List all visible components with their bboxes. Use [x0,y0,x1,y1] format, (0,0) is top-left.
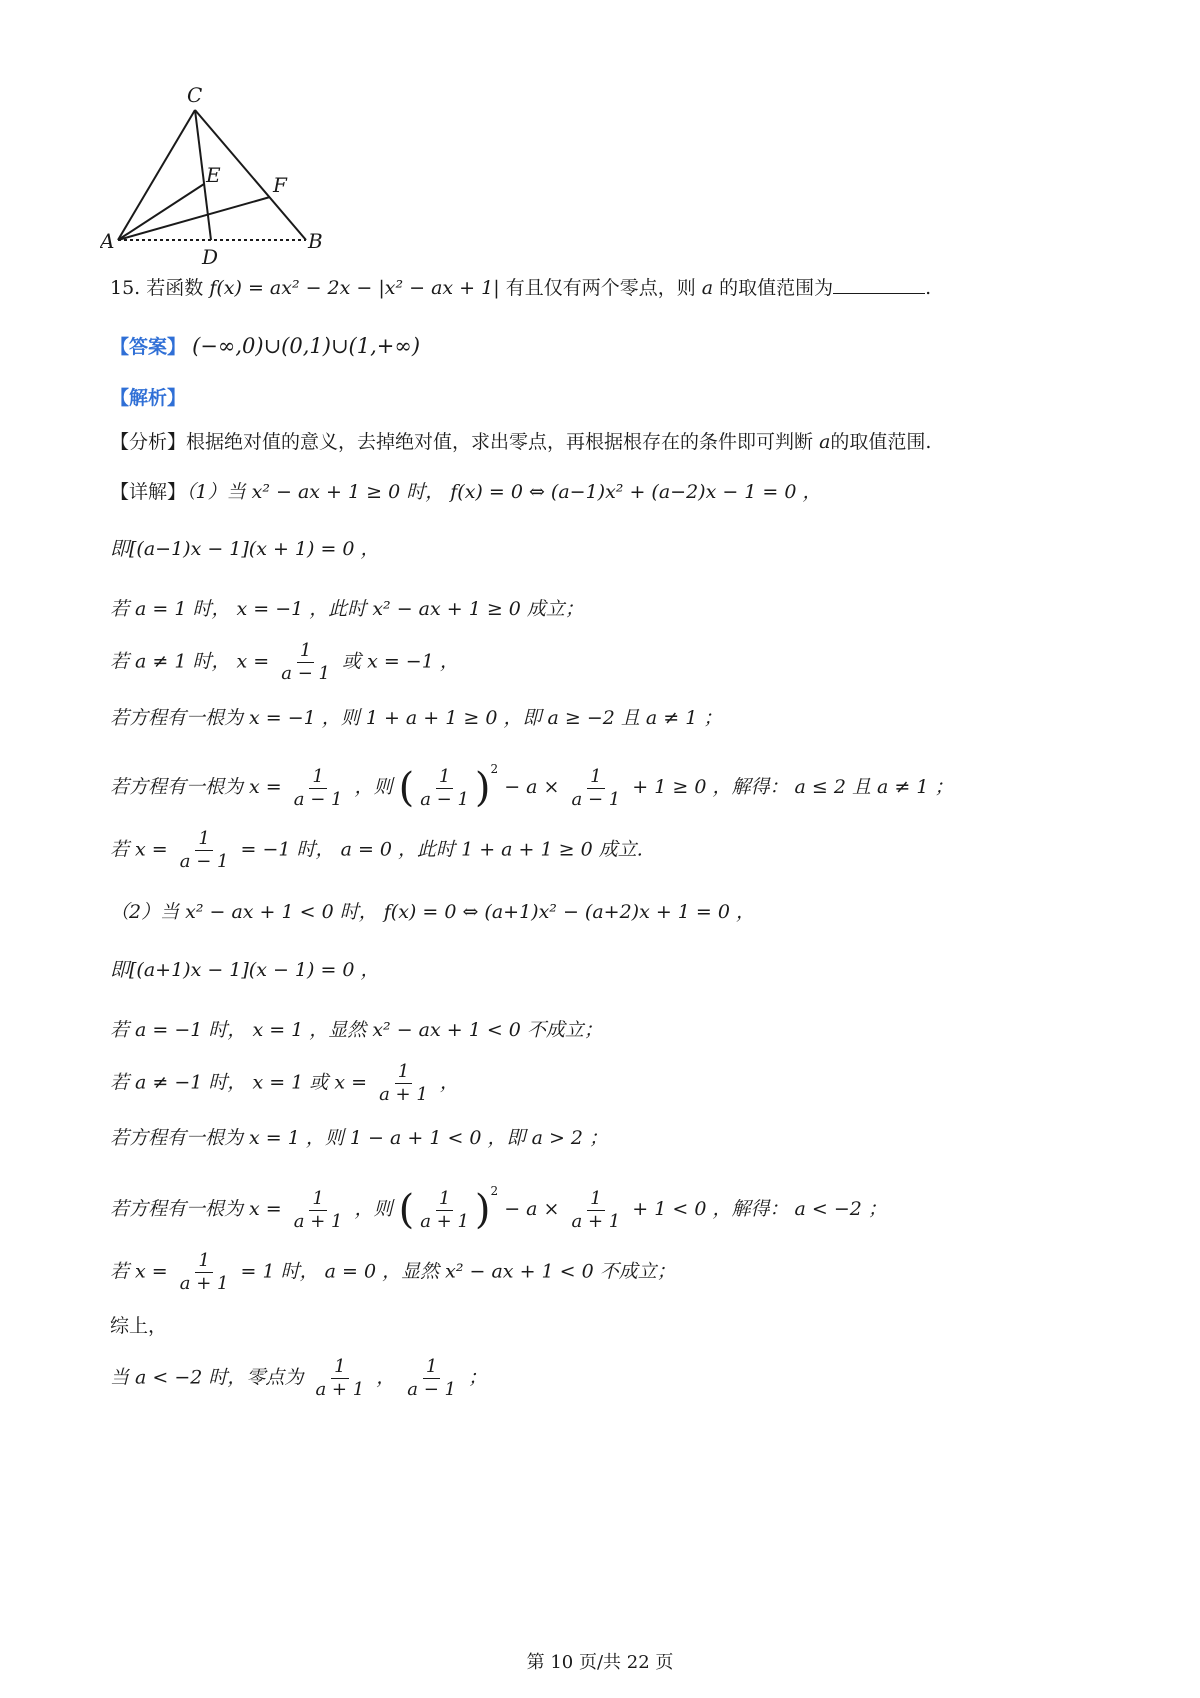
right-paren: ) [474,765,491,811]
fraction: $\frac{1}{a - 1}$ [281,640,330,684]
left-paren: ( [398,765,415,811]
detail-l3: 若 a = 1 时， x = −1 ，此时 x² − ax + 1 ≥ 0 成立； [110,598,584,620]
detail-l14a: 若 x = [110,1260,168,1283]
detail-l16a: 当 a < −2 时，零点为 [110,1366,304,1389]
detail-l11b: ， [439,1071,459,1094]
detail-l10: 若 a = −1 时， x = 1 ，显然 x² − ax + 1 < 0 不成立； [110,1019,603,1041]
left-paren: ( [398,1187,415,1233]
analysis-tag: 【解析】 [110,387,187,409]
label-b: B [308,229,323,253]
label-a: A [100,229,115,253]
detail-line-4 [110,640,459,685]
detail-line-16 [110,1356,487,1401]
fraction: $\frac{1}{a - 1}$ [293,765,343,810]
detail-l2: 即[(a−1)x − 1](x + 1) = 0 ， [110,538,380,560]
detail-l6b: ，则 [354,776,393,798]
fenxi-line [110,428,931,456]
detail-line-1 [110,478,822,506]
detail-line-11 [110,1061,459,1106]
segment-ae [118,184,204,240]
problem-text-after: 有且仅有两个零点，则 [505,277,696,299]
fenxi-text: 根据绝对值的意义，去掉绝对值，求出零点，再根据根存在的条件即可判断 [186,431,814,453]
problem-text-before: 若函数 [146,277,204,299]
answer-tag: 【答案】 [110,336,187,358]
fenxi-tag: 【分析】 [110,431,187,453]
detail-l4b: 或 x = −1 ， [342,650,459,673]
detail-l9: 即[(a+1)x − 1](x − 1) = 0 ， [110,959,380,981]
label-c: C [187,83,203,107]
detail-l6c: − a × [504,776,560,798]
fraction: $\frac{1}{a + 1}$ [379,1061,428,1105]
detail-line-6 [110,755,953,811]
analysis-line [110,384,186,412]
fraction: $\frac{1}{a - 1}$ [179,828,229,872]
fraction: $\frac{1}{a - 1}$ [420,765,469,810]
detail-l14b: = 1 时， a = 0 ，显然 x² − ax + 1 < 0 不成立； [240,1260,676,1283]
fraction: $\frac{1}{a + 1}$ [293,1187,343,1232]
detail-l13d: + 1 < 0 ，解得： a < −2 ； [632,1198,887,1220]
detail-l15: 综上， [110,1315,168,1337]
fenxi-end: 的取值范围. [830,431,932,453]
label-d: D [202,245,219,269]
problem-text-end: 的取值范围为 [719,277,834,299]
detail-tag: 【详解】 [110,481,187,503]
page-footer: 第 10 页/共 22 页 [526,1652,674,1673]
detail-line-8 [110,898,755,926]
detail-line-12 [110,1124,608,1152]
detail-l4a: 若 a ≠ 1 时， x = [110,650,270,673]
detail-l16b: ， [376,1366,396,1389]
detail-l13a: 若方程有一根为 x = [110,1198,282,1220]
detail-line-2 [110,535,380,563]
fraction: $\frac{1}{a - 1}$ [407,1356,457,1400]
detail-line-15 [110,1312,167,1340]
answer-blank [833,275,925,294]
fraction: $\frac{1}{a - 1}$ [571,765,621,810]
fraction: $\frac{1}{a + 1}$ [315,1356,365,1400]
detail-line-3 [110,595,584,623]
problem-period: . [925,277,932,299]
detail-line-9 [110,956,380,984]
detail-l11a: 若 a ≠ −1 时， x = 1 或 x = [110,1071,368,1094]
problem-number: 15. [110,277,141,299]
fraction: $\frac{1}{a + 1}$ [179,1250,229,1294]
triangle-figure [100,82,360,282]
detail-l1: （1）当 x² − ax + 1 ≥ 0 时， f(x) = 0 ⇔ (a−1)x² + (a−2)x − 1 = 0 ， [186,481,822,503]
problem-var-a: a [701,277,714,299]
detail-l8: （2）当 x² − ax + 1 < 0 时， f(x) = 0 ⇔ (a+1)x² − (a+2)x + 1 = 0 ， [110,901,755,923]
detail-line-5 [110,704,722,732]
superscript: 2 [490,1184,499,1198]
problem-line [110,274,931,302]
detail-l5: 若方程有一根为 x = −1 ，则 1 + a + 1 ≥ 0 ，即 a ≥ −2 且 a ≠ 1 ； [110,707,723,729]
detail-l13b: ，则 [354,1198,393,1220]
detail-line-7 [110,828,643,873]
detail-line-13 [110,1177,887,1233]
label-e: E [206,163,221,187]
right-paren: ) [474,1187,491,1233]
detail-l12: 若方程有一根为 x = 1 ，则 1 − a + 1 < 0 ，即 a > 2 ； [110,1127,609,1149]
fraction: $\frac{1}{a + 1}$ [420,1187,469,1232]
detail-l7a: 若 x = [110,838,168,861]
detail-l6d: + 1 ≥ 0 ，解得： a ≤ 2 且 a ≠ 1 ； [632,776,954,798]
answer-value: (−∞,0)∪(0,1)∪(1,+∞) [192,334,421,358]
label-f: F [273,173,287,197]
detail-l7b: = −1 时， a = 0 ，此时 1 + a + 1 ≥ 0 成立. [240,838,643,861]
detail-line-10 [110,1016,603,1044]
superscript: 2 [490,762,499,776]
detail-l6a: 若方程有一根为 x = [110,776,282,798]
detail-l13c: − a × [504,1198,560,1220]
detail-l16c: ； [468,1366,488,1389]
answer-line [110,332,420,361]
problem-function: f(x) = ax² − 2x − |x² − ax + 1| [209,277,500,299]
detail-line-14 [110,1250,676,1295]
fenxi-var: a [819,431,831,453]
fraction: $\frac{1}{a + 1}$ [571,1187,621,1232]
